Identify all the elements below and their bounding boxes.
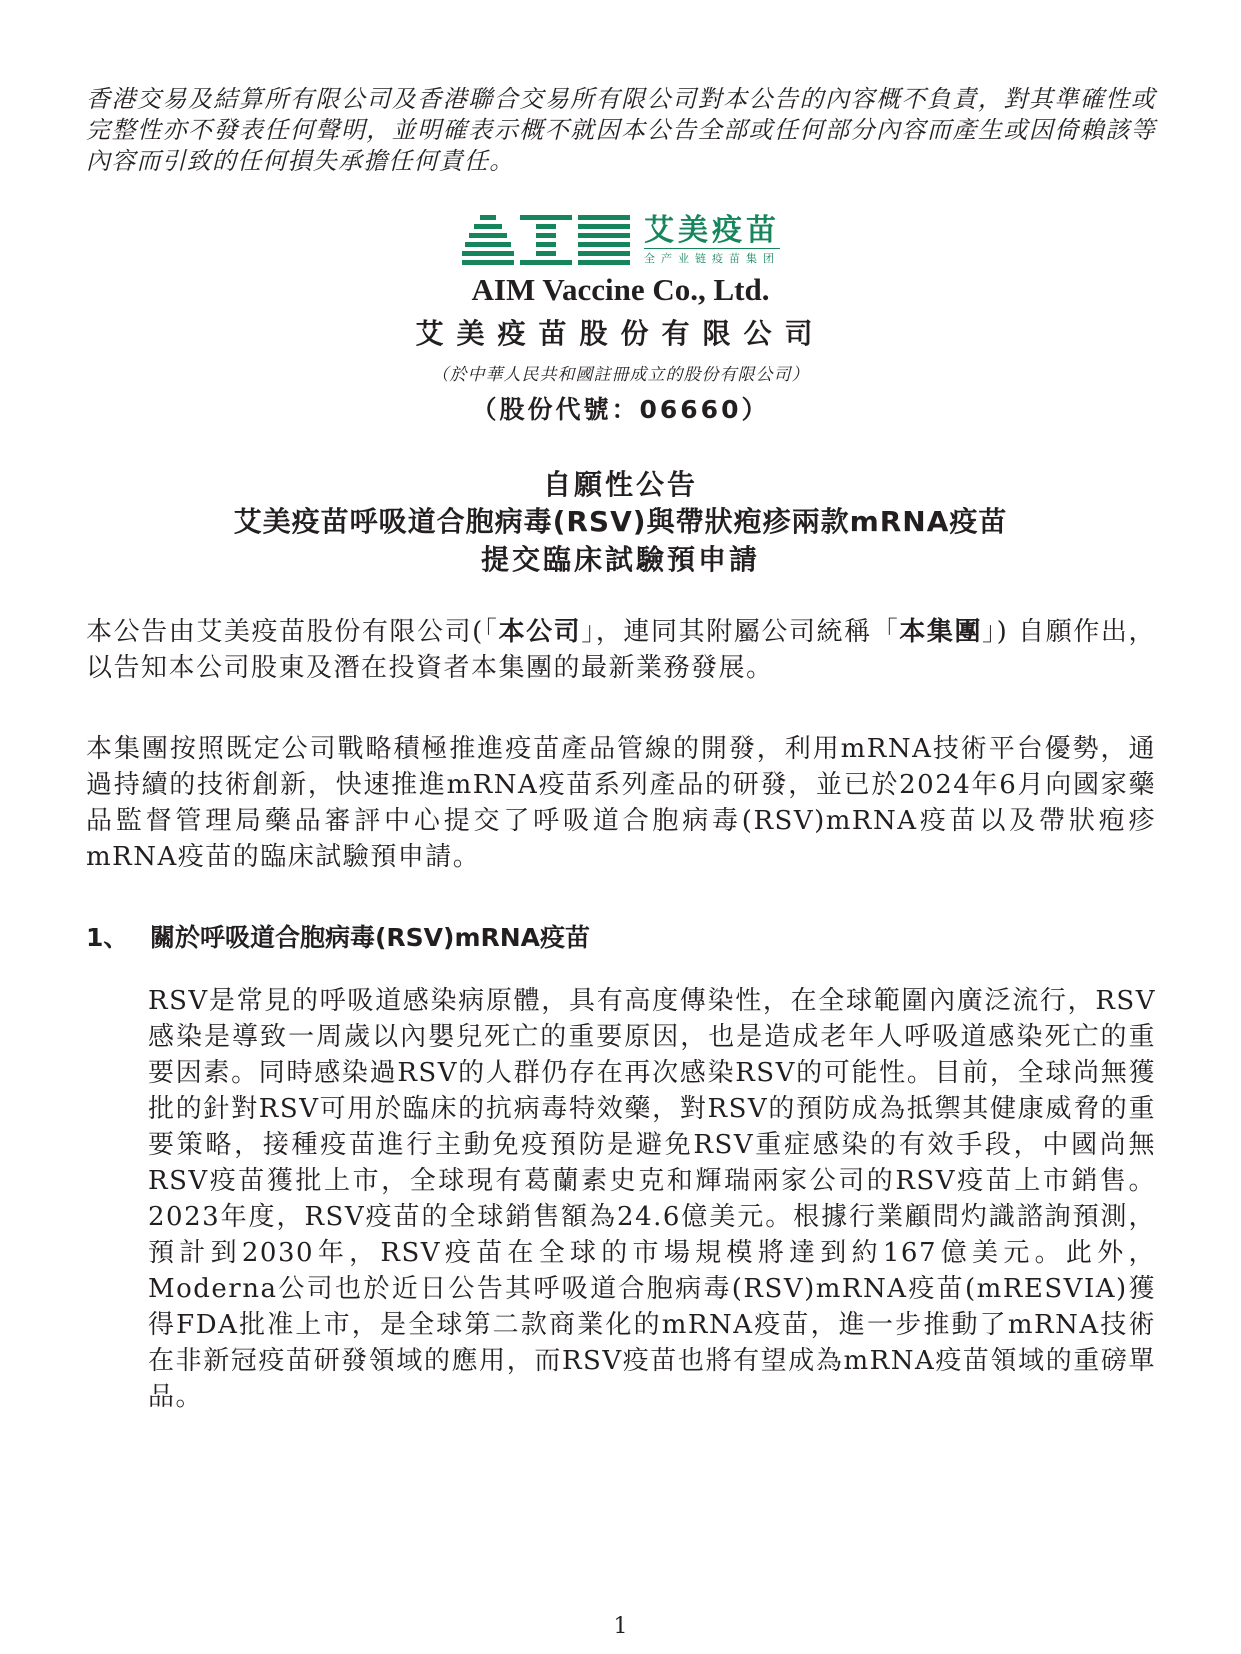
logo-cn-name: 艾美疫苗 xyxy=(644,213,780,248)
intro-text: 本公告由艾美疫苗股份有限公司(「 xyxy=(86,617,499,647)
announcement-title: 艾美疫苗呼吸道合胞病毒(RSV)與帶狀疱疹兩款mRNA疫苗 xyxy=(233,505,1008,538)
section-title: 關於呼吸道合胞病毒(RSV)mRNA疫苗 xyxy=(150,923,591,952)
defined-term-group: 本集團 xyxy=(899,617,983,647)
stock-code: （股份代號：06660） xyxy=(471,395,770,424)
incorporation-note: （於中華人民共和國註冊成立的股份有限公司） xyxy=(431,365,810,385)
aim-logo-mark-icon xyxy=(462,215,630,265)
page-number: 1 xyxy=(613,1614,628,1639)
announcement-subtitle: 提交臨床試驗預申請 xyxy=(480,543,760,576)
company-name-en: AIM Vaccine Co., Ltd. xyxy=(471,272,770,307)
company-name-cn: 艾美疫苗股份有限公司 xyxy=(415,317,826,350)
defined-term-company: 本公司 xyxy=(498,617,582,647)
announcement-type: 自願性公告 xyxy=(542,468,698,501)
section-heading xyxy=(86,918,590,954)
business-update-paragraph: 本集團按照既定公司戰略積極推進疫苗產品管線的開發，利用mRNA技術平台優勢，通過持續的技術創新，快速推進mRNA疫苗系列產品的研發，並已於2024年6月向國家藥品監督管理局藥品審評中心提交了呼吸道合胞病毒(RSV)mRNA疫苗以及帶狀疱疹mRNA疫苗的臨床試驗預申請。 xyxy=(86,734,1156,872)
company-logo xyxy=(462,212,792,268)
section-number: 1、 xyxy=(86,923,129,952)
intro-text: 」) 自願作出，以告知本公司股東及潛在投資者本集團的最新業務發展。 xyxy=(86,617,1156,683)
section-body: RSV是常見的呼吸道感染病原體，具有高度傳染性，在全球範圍內廣泛流行，RSV感染是導致一周歲以內嬰兒死亡的重要原因，也是造成老年人呼吸道感染死亡的重要因素。同時感染過RSV的人群仍存在再次感染RSV的可能性。目前，全球尚無獲批的針對RSV可用於臨床的抗病毒特效藥，對RSV的預防成為抵禦其健康威脅的重要策略，接種疫苗進行主動免疫預防是避免RSV重症感染的有效手段，中國尚無RSV疫苗獲批上市，全球現有葛蘭素史克和輝瑞兩家公司的RSV疫苗上市銷售。2023年度，RSV疫苗的全球銷售額為24.6億美元。根據行業顧問灼識諮詢預測，預計到2030年，RSV疫苗在全球的市場規模將達到約167億美元。此外，Moderna公司也於近日公告其呼吸道合胞病毒(RSV)mRNA疫苗(mRESVIA)獲得FDA批准上市，是全球第二款商業化的mRNA疫苗，進一步推動了mRNA技術在非新冠疫苗研發領域的應用，而RSV疫苗也將有望成為mRNA疫苗領域的重磅單品。 xyxy=(148,986,1156,1412)
intro-text: 」，連同其附屬公司統稱「 xyxy=(581,617,900,647)
intro-paragraph xyxy=(86,614,1156,686)
logo-tagline: 全产业链疫苗集团 xyxy=(644,248,780,266)
disclaimer-text: 香港交易及結算所有限公司及香港聯合交易所有限公司對本公告的內容概不負責，對其準確性或完整性亦不發表任何聲明，並明確表示概不就因本公告全部或任何部分內容而產生或因倚賴該等內容而引致的任何損失承擔任何責任。 xyxy=(86,85,1156,175)
